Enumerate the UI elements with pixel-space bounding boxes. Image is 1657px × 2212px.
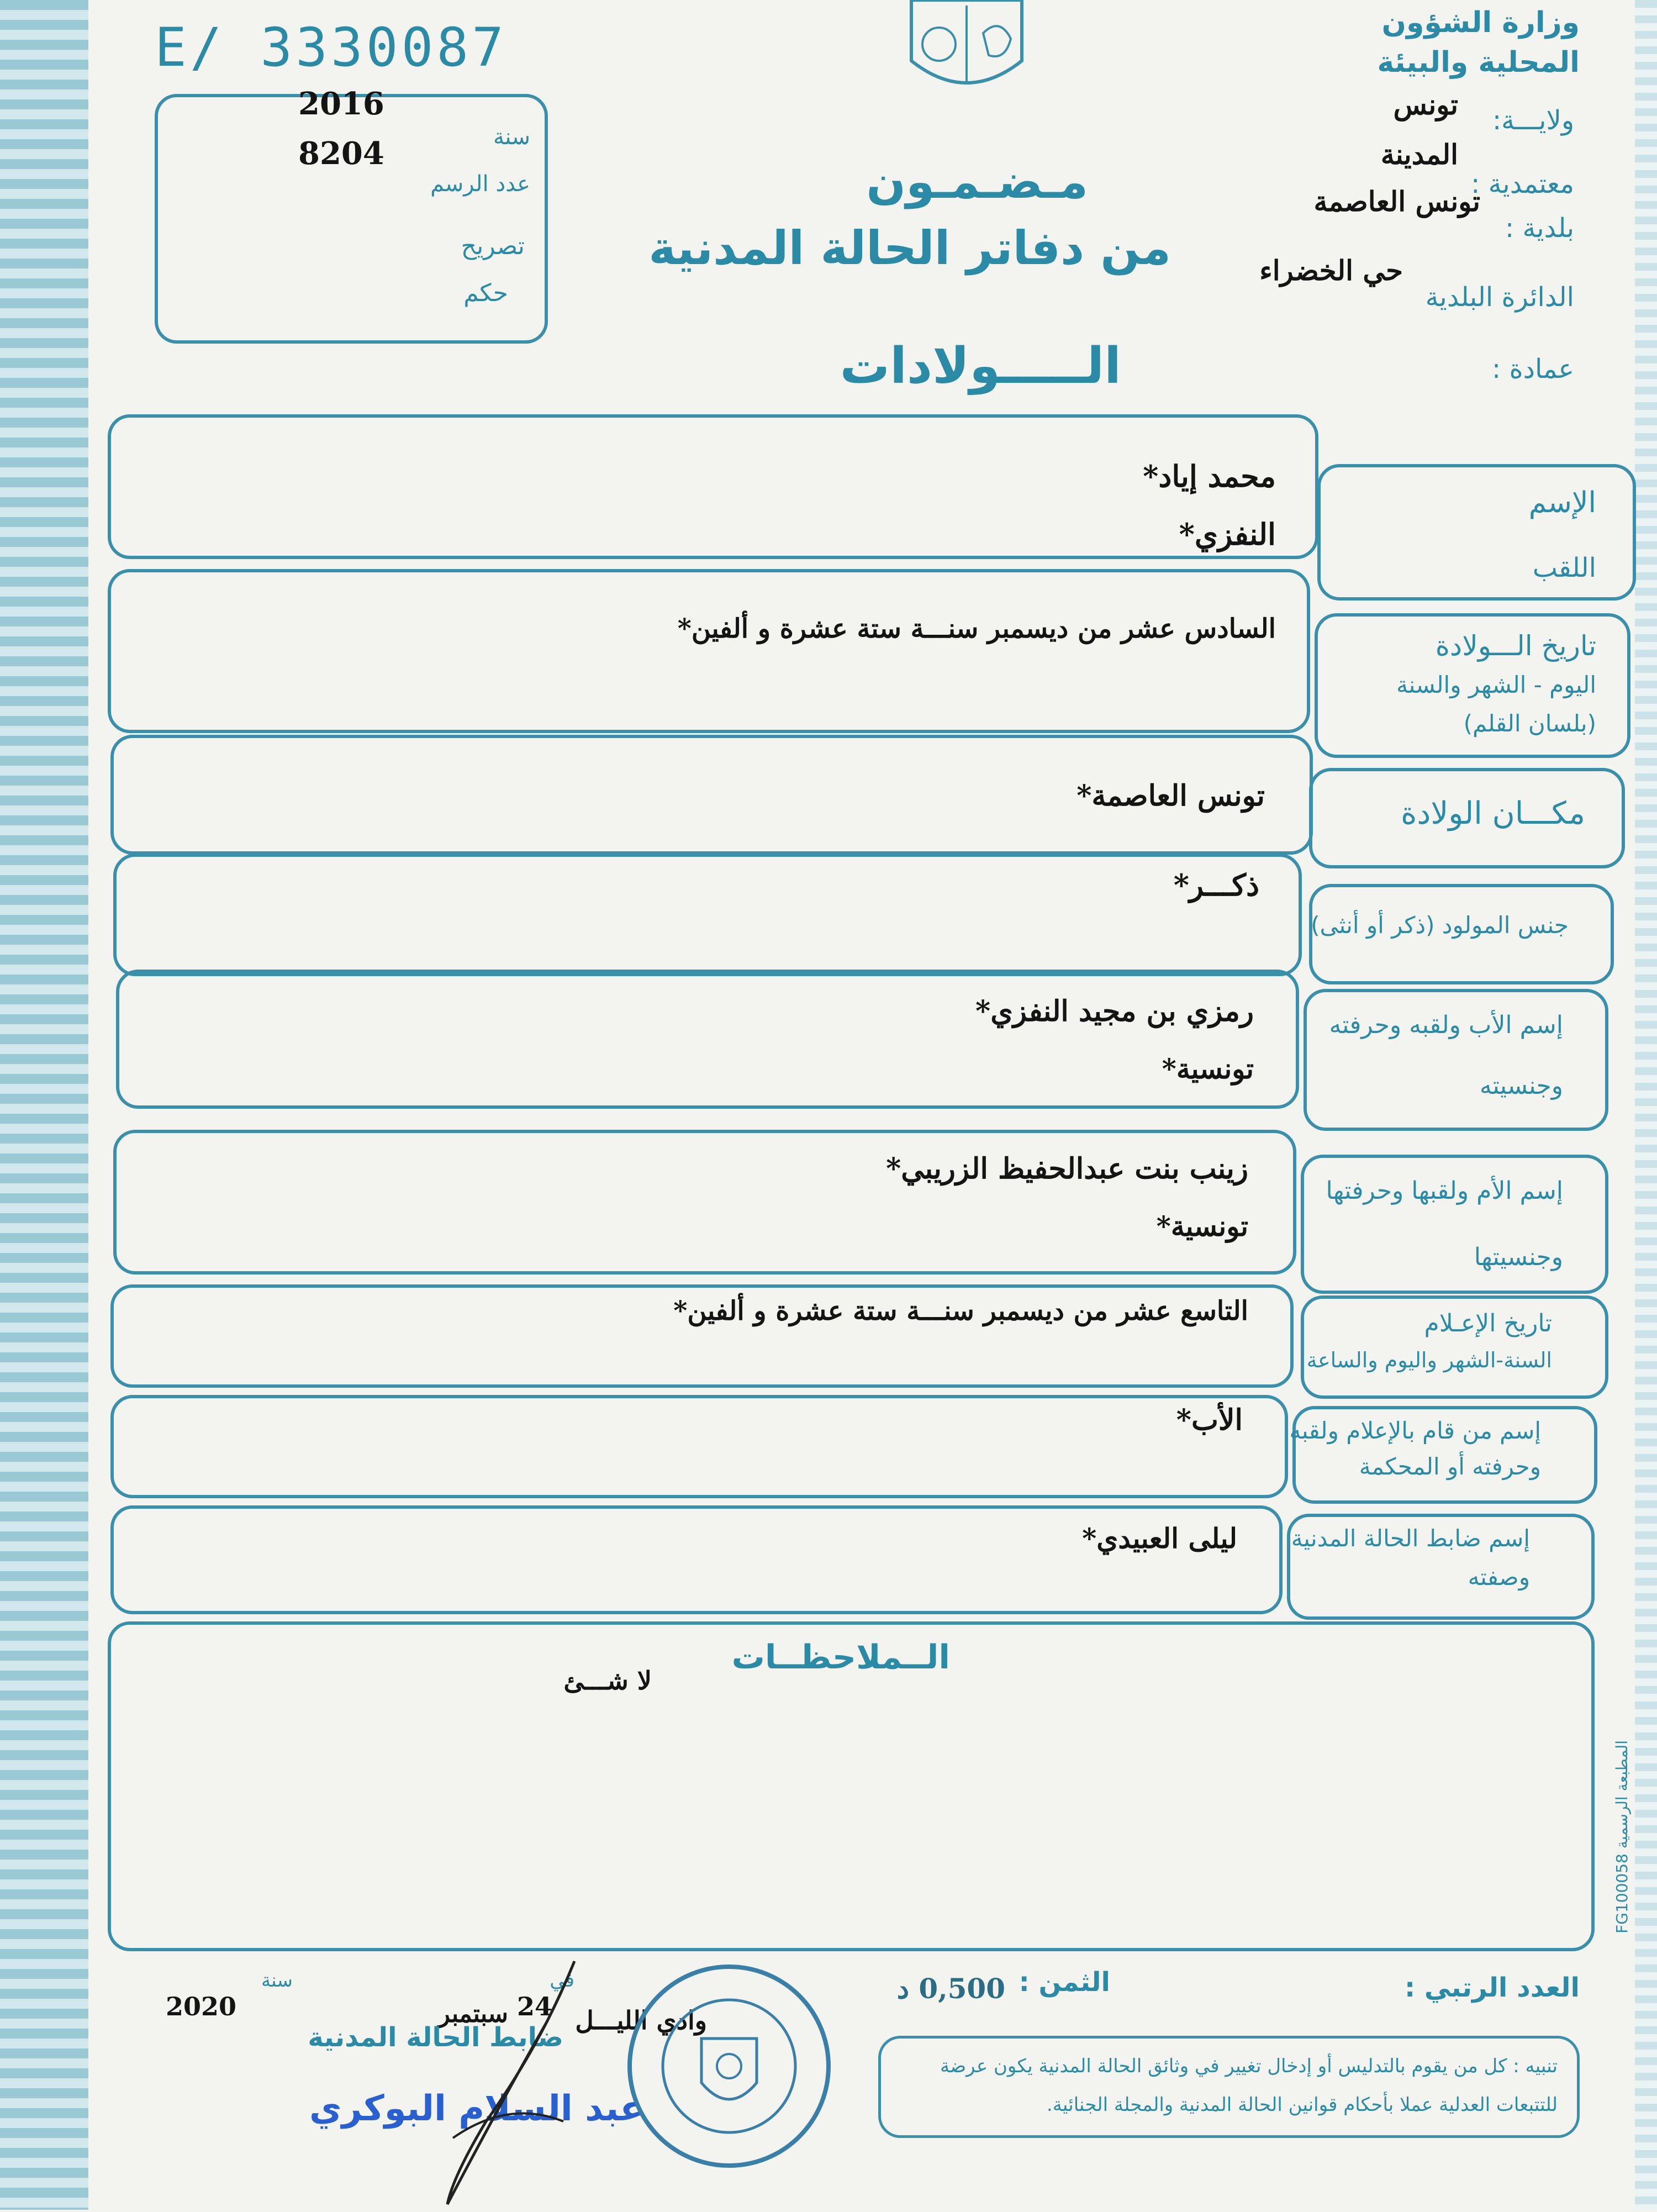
field-label-declarant-sub: وحرفته أو المحكمة [1359,1453,1541,1480]
field-label-father-sub: وجنسيته [1479,1072,1563,1100]
declaration-label: تصريح [461,232,525,260]
district-value: حي الخضراء [1259,254,1403,287]
field-label-officer: إسم ضابط الحالة المدنية [1291,1525,1530,1552]
value-box-birth-date [108,569,1310,733]
omda-label: عمادة : [1492,354,1574,385]
field-value-mother: زينب بنت عبدالحفيظ الزريبي * [886,1152,1248,1186]
field-value-father: رمزي بن مجيد النفزي * [975,994,1254,1028]
reg-number-value: 8204 [298,135,384,172]
officer-stamp-name: عبد السلام البوكري [309,2088,644,2129]
field-label-birth-place: مكـــان الولادة [1401,796,1585,831]
judgment-label: حكم [463,279,508,307]
field-label-declaration-date-sub: السنة-الشهر واليوم والساعة [1306,1348,1552,1372]
field-label-sex: جنس المولود (ذكر أو أنثى) [1311,912,1569,939]
label-box-father [1304,989,1608,1131]
wilaya-value: تونس [1393,88,1458,121]
warning-line1: تنبيه : كل من يقوم بالتدليس أو إدخال تغيير في وثائق الحالة المدنية يكون عرضة [940,2055,1558,2077]
field-value-father-nationality: تونسية * [1162,1052,1254,1085]
field-label-birth-date-note: (بلسان القلم) [1463,710,1596,737]
signature-mark-icon [420,1956,597,2210]
field-label-name: الإسم [1528,486,1596,519]
remarks-label: الــملاحظــات [731,1638,950,1677]
officer-title: ضابط الحالة المدنية [308,2022,563,2053]
remarks-value: لا شـــئ [563,1666,652,1695]
printer-mark: المطبعة الرسمية FG100058 [1613,1740,1631,1934]
warning-box [878,2036,1580,2138]
district-label: الدائرة البلدية [1425,282,1574,313]
field-label-declarant: إسم من قام بالإعلام ولقبه [1289,1417,1541,1444]
field-label-surname: اللقب [1532,552,1596,583]
field-label-mother: إسم الأم ولقبها وحرفتها [1326,1177,1563,1205]
title-line1: مـضـمـون [866,155,1088,209]
field-value-sex: ذكـــر * [1174,867,1259,903]
field-label-officer-sub: وصفته [1468,1563,1530,1590]
reg-year-label: سنة [493,124,530,150]
value-box-declarant [110,1395,1288,1498]
issue-year: 2020 [166,1992,237,2021]
municipal-stamp-icon [619,1956,840,2177]
field-value-mother-nationality: تونسية * [1157,1210,1248,1242]
field-label-mother-sub: وجنسيتها [1474,1243,1563,1271]
municipality-value: تونس العاصمة [1313,185,1480,218]
wilaya-label: ولايـــة: [1492,105,1574,136]
municipality-label: بلدية : [1505,213,1574,244]
left-security-border [0,0,88,2210]
in-label: في [550,1969,574,1992]
value-box-father [116,970,1299,1109]
field-value-birth-date: السادس عشر من ديسمبر سنـــة ستة عشرة و ألفين * [678,613,1276,644]
price-value: 0,500 د [896,1972,1005,2005]
delegation-label: معتمدية : [1471,168,1574,199]
issue-place: وادي الليـــل [575,2005,707,2035]
label-box-mother [1301,1155,1608,1294]
ordinal-number-label: العدد الرتبي : [1404,1972,1580,2003]
delegation-value: المدينة [1380,138,1458,171]
field-value-surname: النفزي * [1179,517,1276,552]
issue-month: سبتمبر [438,2000,508,2028]
field-value-birth-place: تونس العاصمة * [1076,779,1265,813]
field-value-declaration-date: التاسع عشر من ديسمبر سنـــة ستة عشرة و ألفين * [673,1295,1248,1326]
field-value-officer: ليلى العبيدي * [1082,1522,1237,1555]
field-label-birth-date-sub: اليوم - الشهر والسنة [1396,671,1596,698]
ministry-name: وزارة الشؤون المحلية والبيئة [1377,6,1580,79]
reg-number-label: عدد الرسم [430,171,530,197]
issue-day: 24 [516,1992,552,2021]
value-box-sex [113,854,1302,976]
section-title: الـــــولادات [840,337,1121,395]
value-box-name [108,414,1318,559]
field-value-declarant: الأب * [1176,1403,1243,1437]
emblem-icon [906,0,1027,105]
field-label-birth-date: تاريخ الـــولادة [1435,630,1596,662]
field-label-father: إسم الأب ولقبه وحرفته [1329,1011,1563,1039]
reg-year-value: 2016 [298,86,384,122]
warning-line2: للتتبعات العدلية عملا بأحكام قوانين الحالة المدنية والمجلة الجنائية. [1046,2094,1558,2116]
price-label: الثمن : [1019,1967,1110,1998]
right-security-border [1635,0,1657,2210]
field-label-declaration-date: تاريخ الإعـلام [1424,1309,1552,1337]
field-value-name: محمد إياد * [1143,459,1276,494]
issue-year-label: سنة [261,1969,293,1992]
title-line2: من دفاتر الحالة المدنية [648,221,1171,275]
serial-number: E/ 3330087 [155,17,507,78]
